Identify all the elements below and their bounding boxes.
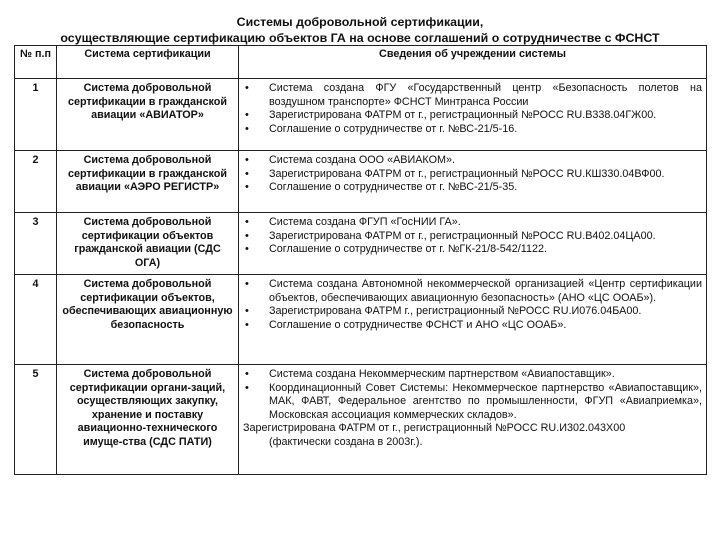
table-row: [15, 275, 707, 365]
info-list: [243, 278, 702, 332]
info-list: [243, 216, 702, 257]
table-row: [15, 213, 707, 275]
info-list-item: • Зарегистрирована ФАТРМ от г., регистрационный №РОСС RU.В338.04ГЖ00.: [243, 109, 702, 123]
row-number: 2: [15, 151, 57, 213]
page-title: [0, 14, 720, 46]
system-info: [239, 365, 707, 475]
header-info: Сведения об учреждении системы: [239, 46, 707, 79]
table-row: [15, 79, 707, 151]
info-list-item: • Соглашение о сотрудничестве от г. №ВС-21/5-35.: [243, 181, 702, 195]
system-name: Система добровольной сертификации объектов, обеспечивающих авиационную безопасность: [57, 275, 239, 365]
info-list-item: • Система создана ООО «АВИАКОМ».: [243, 154, 702, 168]
table-header-row: [15, 46, 707, 79]
table-row: [15, 365, 707, 475]
system-info: [239, 79, 707, 151]
row-number: 3: [15, 213, 57, 275]
row-number: 5: [15, 365, 57, 475]
header-num: № п.п: [15, 46, 57, 79]
info-list-item: • Зарегистрирована ФАТРМ от г., регистрационный №РОСС RU.КШ330.04ВФ00.: [243, 168, 702, 182]
info-list: [243, 368, 702, 450]
info-list-item: • Соглашение о сотрудничестве ФСНСТ и АНО «ЦС ООАБ».: [243, 319, 702, 333]
system-info: [239, 275, 707, 365]
info-list: [243, 154, 702, 195]
row-number: 1: [15, 79, 57, 151]
system-info: [239, 151, 707, 213]
system-name: Система добровольной сертификации объектов гражданской авиации (СДС ОГА): [57, 213, 239, 275]
table-body: [15, 79, 707, 475]
certification-systems-table: [14, 45, 707, 475]
system-name: Система добровольной сертификации в гражданской авиации «АВИАТОР»: [57, 79, 239, 151]
info-list-item: • Зарегистрирована ФАТРМ от г., регистрационный №РОСС RU.В402.04ЦА00.: [243, 230, 702, 244]
info-list-item: • Система создана Автономной некоммерческой организацией «Центр сертификации объектов, обеспечивающих авиационную безопасность» (АНО «ЦС ООАБ»).: [243, 278, 702, 305]
header-system: Система сертификации: [57, 46, 239, 79]
system-info: [239, 213, 707, 275]
info-list-item: • Соглашение о сотрудничестве от г. №ГК-21/8-542/1122.: [243, 243, 702, 257]
info-list: [243, 82, 702, 136]
info-list-item: (фактически создана в 2003г.).: [269, 435, 423, 448]
info-list-item: • Зарегистрирована ФАТРМ г., регистрационный №РОСС RU.И076.04БА00.: [243, 305, 702, 319]
table-row: [15, 151, 707, 213]
info-list-item: Зарегистрирована ФАТРМ от г., регистрационный №РОСС RU.И302.043Х00: [243, 422, 626, 435]
info-list-item: • Система создана ФГУП «ГосНИИ ГА».: [243, 216, 702, 230]
system-name: Система добровольной сертификации органи-заций, осуществляющих закупку, хранение и поставку авиационно-технического имуще-ства (СДС ПАТИ): [57, 365, 239, 475]
system-name: Система добровольной сертификации в гражданской авиации «АЭРО РЕГИСТР»: [57, 151, 239, 213]
info-list-item: • Координационный Совет Системы: Некоммерческое партнерство «Авиапоставщик», МАК, ФАВТ, Федеральное агентство по промышленности, ФГУП «Авиаприемка», Московская ассоциация коммерческих складов».: [243, 382, 702, 423]
row-number: 4: [15, 275, 57, 365]
info-list-item: • Система создана ФГУ «Государственный центр «Безопасность полетов на воздушном транспорте» ФСНСТ Минтранса России: [243, 82, 702, 109]
info-list-item: • Система создана Некоммерческим партнерством «Авиапоставщик».: [243, 368, 702, 382]
title-line-1: Системы добровольной сертификации,: [236, 15, 484, 29]
title-line-2: осуществляющие сертификацию объектов ГА на основе соглашений о сотрудничестве с ФСНСТ: [60, 31, 660, 45]
info-list-item: • Соглашение о сотрудничестве от г. №ВС-21/5-16.: [243, 123, 702, 137]
